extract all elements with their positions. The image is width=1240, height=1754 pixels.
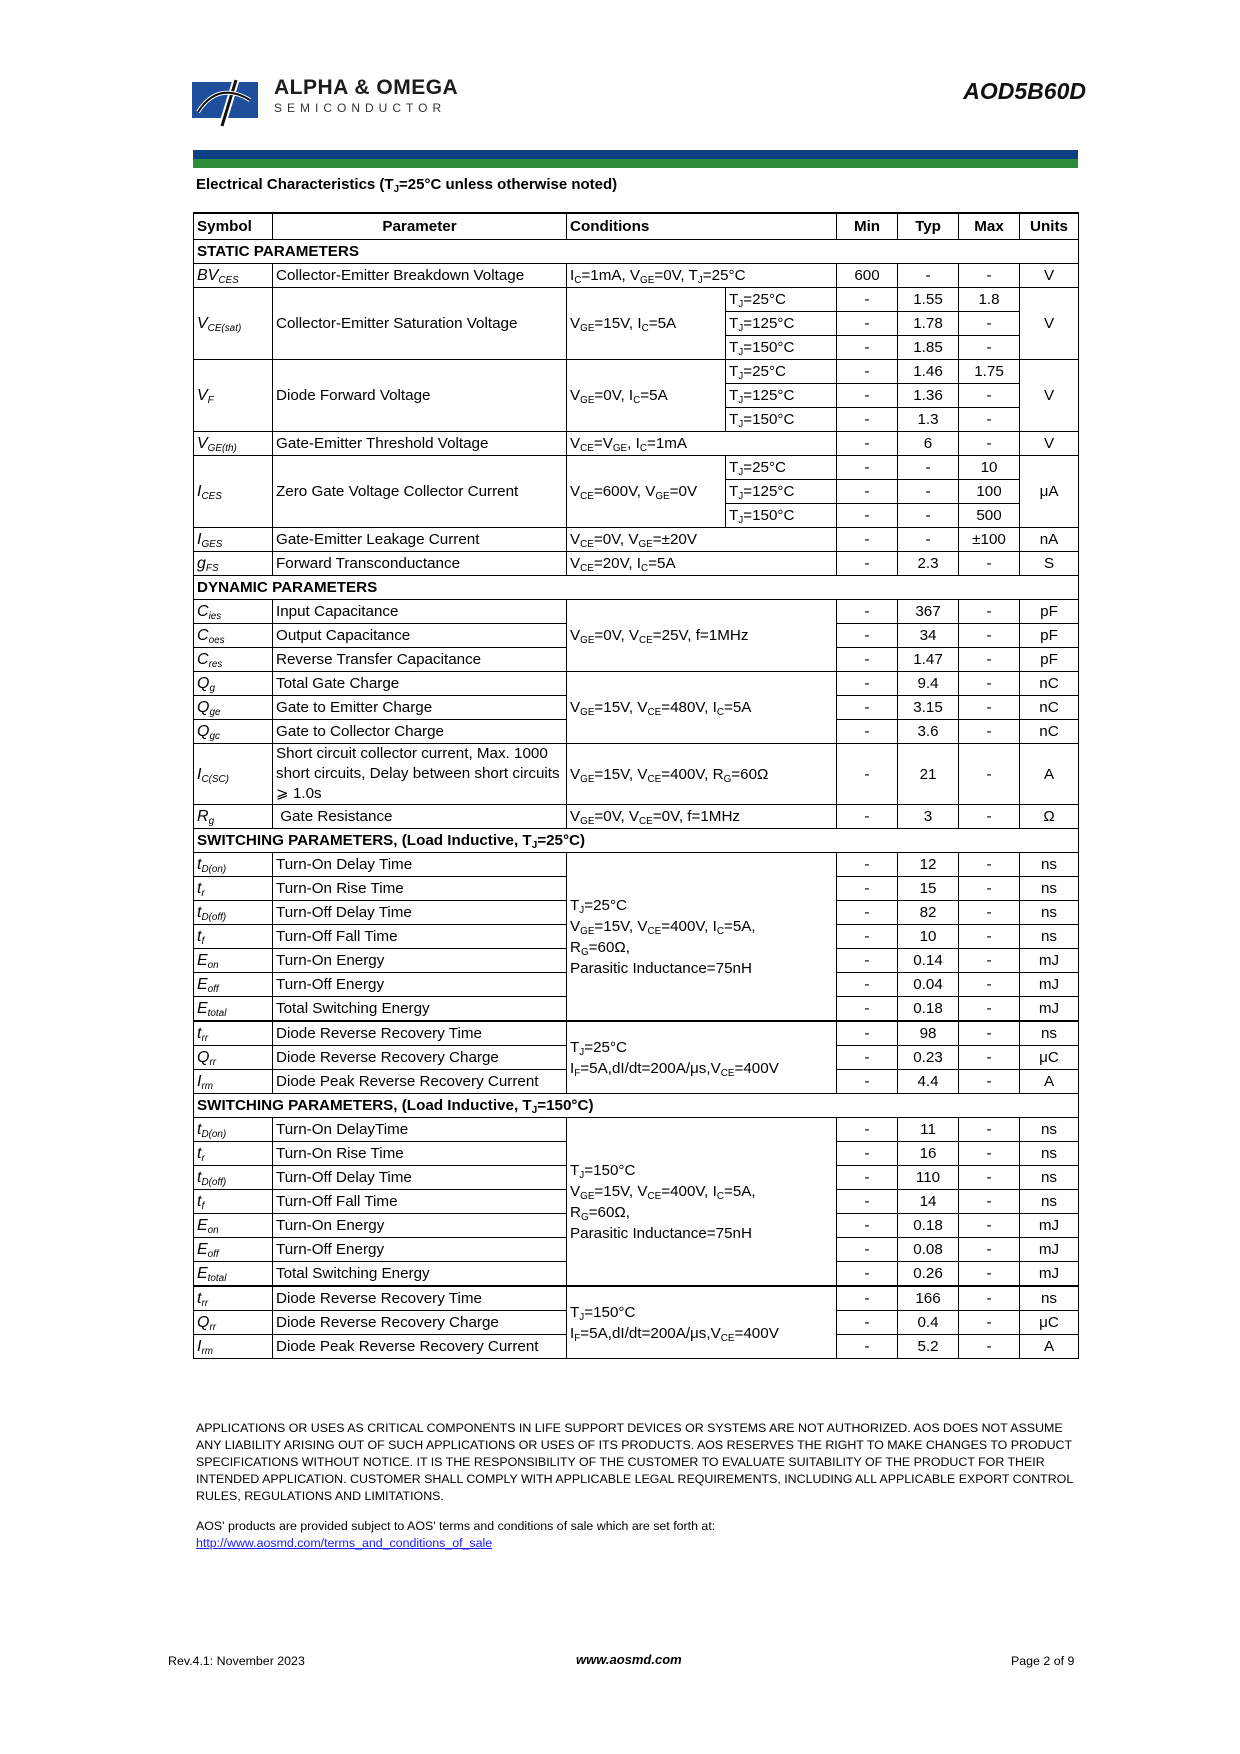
min-cell: - xyxy=(837,480,898,504)
condition-cell: $V_{GE}=0V$, $V_{CE}=0V$, f=1MHz xyxy=(567,805,837,829)
typ-cell: 2.3 xyxy=(898,552,959,576)
units-cell: ns xyxy=(1020,853,1079,877)
parameter-cell: Turn-Off Fall Time xyxy=(273,1190,567,1214)
units-cell: ns xyxy=(1020,1021,1079,1046)
max-cell: - xyxy=(959,552,1020,576)
units-cell: ns xyxy=(1020,1286,1079,1311)
typ-cell: 1.36 xyxy=(898,384,959,408)
max-cell: - xyxy=(959,1118,1020,1142)
typ-cell: 10 xyxy=(898,925,959,949)
max-cell: - xyxy=(959,408,1020,432)
typ-cell: 110 xyxy=(898,1166,959,1190)
symbol-cell: $t_f$ xyxy=(194,925,273,949)
typ-cell: 1.3 xyxy=(898,408,959,432)
tj-cell: $T_J=150^\circ C$ xyxy=(726,408,837,432)
parameter-cell: Collector-Emitter Saturation Voltage xyxy=(273,288,567,360)
typ-cell: 4.4 xyxy=(898,1070,959,1094)
parameter-cell: Total Switching Energy xyxy=(273,1262,567,1287)
max-cell: - xyxy=(959,624,1020,648)
typ-cell: 0.14 xyxy=(898,949,959,973)
max-cell: - xyxy=(959,264,1020,288)
table-row xyxy=(194,600,1079,624)
max-cell: 100 xyxy=(959,480,1020,504)
max-cell: 10 xyxy=(959,456,1020,480)
units-cell: mJ xyxy=(1020,997,1079,1022)
symbol-cell: $t_{D(on)}$ xyxy=(194,1118,273,1142)
typ-cell: 1.47 xyxy=(898,648,959,672)
min-cell: - xyxy=(837,504,898,528)
symbol-cell: $t_{D(off)}$ xyxy=(194,1166,273,1190)
parameter-cell: Turn-On Energy xyxy=(273,949,567,973)
max-cell: 500 xyxy=(959,504,1020,528)
parameter-cell: Short circuit collector current, Max. 1000 short circuits, Delay between short circuits ⩾ 1.0s xyxy=(273,744,567,805)
tj-cell: $T_J=150^\circ C$ xyxy=(726,504,837,528)
min-cell: - xyxy=(837,1262,898,1287)
max-cell: - xyxy=(959,696,1020,720)
condition-cell: $T_J=25^\circ C$ $I_F=5A,dI/dt=200A/\mu s,V_{CE}=400V$ xyxy=(567,1021,837,1094)
typ-cell: 1.85 xyxy=(898,336,959,360)
col-units: Units xyxy=(1020,213,1079,240)
units-cell: ns xyxy=(1020,925,1079,949)
typ-cell: 15 xyxy=(898,877,959,901)
table-row xyxy=(194,552,1079,576)
typ-cell: 6 xyxy=(898,432,959,456)
units-cell: pF xyxy=(1020,600,1079,624)
symbol-cell: $I_{rm}$ xyxy=(194,1070,273,1094)
symbol-cell: $E_{on}$ xyxy=(194,1214,273,1238)
section-switching-25c: SWITCHING PARAMETERS, (Load Inductive, $T_J=25^\circ C$) xyxy=(194,829,1079,853)
min-cell: - xyxy=(837,600,898,624)
table-row xyxy=(194,360,1079,384)
units-cell: ns xyxy=(1020,1166,1079,1190)
max-cell: - xyxy=(959,648,1020,672)
units-cell: ns xyxy=(1020,901,1079,925)
max-cell: - xyxy=(959,997,1020,1022)
condition-cell: $V_{GE}=15V$, $I_C=5A$ xyxy=(567,288,726,360)
parameter-cell: Gate-Emitter Leakage Current xyxy=(273,528,567,552)
symbol-cell: $I_{CES}$ xyxy=(194,456,273,528)
typ-cell: 3 xyxy=(898,805,959,829)
symbol-cell: $t_r$ xyxy=(194,877,273,901)
col-max: Max xyxy=(959,213,1020,240)
min-cell: - xyxy=(837,901,898,925)
table-row xyxy=(194,672,1079,696)
parameter-cell: Zero Gate Voltage Collector Current xyxy=(273,456,567,528)
footer-page: Page 2 of 9 xyxy=(1011,1654,1075,1668)
symbol-cell: $I_{rm}$ xyxy=(194,1335,273,1359)
table-row xyxy=(194,264,1079,288)
units-cell: mJ xyxy=(1020,1262,1079,1287)
symbol-cell: $V_{GE(th)}$ xyxy=(194,432,273,456)
typ-cell: 5.2 xyxy=(898,1335,959,1359)
units-cell: mJ xyxy=(1020,1238,1079,1262)
units-cell: μC xyxy=(1020,1311,1079,1335)
symbol-cell: $E_{total}$ xyxy=(194,1262,273,1287)
min-cell: - xyxy=(837,805,898,829)
typ-cell: 82 xyxy=(898,901,959,925)
tj-cell: $T_J=25^\circ C$ xyxy=(726,456,837,480)
symbol-cell: $R_g$ xyxy=(194,805,273,829)
switching-150c-rows xyxy=(194,1118,1079,1359)
symbol-cell: $C_{ies}$ xyxy=(194,600,273,624)
symbol-cell: $I_{GES}$ xyxy=(194,528,273,552)
units-cell: nA xyxy=(1020,528,1079,552)
tj-cell: $T_J=150^\circ C$ xyxy=(726,336,837,360)
symbol-cell: $t_r$ xyxy=(194,1142,273,1166)
symbol-cell: $V_F$ xyxy=(194,360,273,432)
units-cell: nC xyxy=(1020,696,1079,720)
parameter-cell: Diode Peak Reverse Recovery Current xyxy=(273,1335,567,1359)
parameter-cell: Gate-Emitter Threshold Voltage xyxy=(273,432,567,456)
typ-cell: 16 xyxy=(898,1142,959,1166)
min-cell: - xyxy=(837,1046,898,1070)
typ-cell: 21 xyxy=(898,744,959,805)
company-logo xyxy=(192,76,472,132)
typ-cell: 98 xyxy=(898,1021,959,1046)
table-title: Electrical Characteristics ($T_J=25^\circ C$ unless otherwise noted) xyxy=(196,176,618,195)
parameter-cell: Diode Peak Reverse Recovery Current xyxy=(273,1070,567,1094)
part-number: AOD5B60D xyxy=(963,78,1086,104)
max-cell: - xyxy=(959,925,1020,949)
condition-cell: $V_{GE}=0V$, $I_C=5A$ xyxy=(567,360,726,432)
min-cell: - xyxy=(837,360,898,384)
max-cell: - xyxy=(959,805,1020,829)
min-cell: - xyxy=(837,1311,898,1335)
typ-cell: 9.4 xyxy=(898,672,959,696)
max-cell: - xyxy=(959,1335,1020,1359)
electrical-characteristics-table xyxy=(193,212,1079,1359)
symbol-cell: $t_{rr}$ xyxy=(194,1021,273,1046)
parameter-cell: Turn-On Rise Time xyxy=(273,877,567,901)
table-row xyxy=(194,1021,1079,1046)
tj-cell: $T_J=25^\circ C$ xyxy=(726,288,837,312)
typ-cell: 0.18 xyxy=(898,997,959,1022)
parameter-cell: Input Capacitance xyxy=(273,600,567,624)
units-cell: ns xyxy=(1020,1190,1079,1214)
footer-revision: Rev.4.1: November 2023 xyxy=(168,1654,305,1668)
min-cell: - xyxy=(837,336,898,360)
units-cell: μA xyxy=(1020,456,1079,528)
max-cell: - xyxy=(959,949,1020,973)
max-cell: - xyxy=(959,877,1020,901)
typ-cell: 367 xyxy=(898,600,959,624)
condition-cell: $T_J=150^\circ C$ $V_{GE}=15V$, $V_{CE}=400V$, $I_C=5A$, $R_G=60\Omega$, Parasitic Inductance=75nH xyxy=(567,1118,837,1287)
parameter-cell: Total Gate Charge xyxy=(273,672,567,696)
min-cell: - xyxy=(837,672,898,696)
symbol-cell: $g_{FS}$ xyxy=(194,552,273,576)
parameter-cell: Total Switching Energy xyxy=(273,997,567,1022)
units-cell: mJ xyxy=(1020,1214,1079,1238)
symbol-cell: $C_{oes}$ xyxy=(194,624,273,648)
symbol-cell: $E_{off}$ xyxy=(194,973,273,997)
tj-cell: $T_J=125^\circ C$ xyxy=(726,312,837,336)
symbol-cell: $t_f$ xyxy=(194,1190,273,1214)
table-row xyxy=(194,853,1079,877)
condition-cell: $V_{GE}=0V$, $V_{CE}=25V$, f=1MHz xyxy=(567,600,837,672)
typ-cell: 0.04 xyxy=(898,973,959,997)
typ-cell: - xyxy=(898,504,959,528)
symbol-cell: $t_{rr}$ xyxy=(194,1286,273,1311)
typ-cell: 3.6 xyxy=(898,720,959,744)
parameter-cell: Output Capacitance xyxy=(273,624,567,648)
min-cell: - xyxy=(837,384,898,408)
section-dynamic: DYNAMIC PARAMETERS xyxy=(194,576,1079,600)
units-cell: mJ xyxy=(1020,949,1079,973)
typ-cell: 11 xyxy=(898,1118,959,1142)
max-cell: - xyxy=(959,973,1020,997)
parameter-cell: Gate to Collector Charge xyxy=(273,720,567,744)
max-cell: - xyxy=(959,1070,1020,1094)
symbol-cell: $E_{on}$ xyxy=(194,949,273,973)
col-min: Min xyxy=(837,213,898,240)
min-cell: - xyxy=(837,877,898,901)
condition-cell: $V_{GE}=15V$, $V_{CE}=400V$, $R_G=60\Omega$ xyxy=(567,744,837,805)
units-cell: V xyxy=(1020,360,1079,432)
max-cell: - xyxy=(959,744,1020,805)
max-cell: - xyxy=(959,312,1020,336)
units-cell: ns xyxy=(1020,877,1079,901)
parameter-cell: Diode Reverse Recovery Charge xyxy=(273,1311,567,1335)
max-cell: - xyxy=(959,1238,1020,1262)
min-cell: - xyxy=(837,997,898,1022)
min-cell: - xyxy=(837,312,898,336)
min-cell: - xyxy=(837,949,898,973)
symbol-cell: $t_{D(on)}$ xyxy=(194,853,273,877)
typ-cell: 0.4 xyxy=(898,1311,959,1335)
table-row xyxy=(194,805,1079,829)
units-cell: Ω xyxy=(1020,805,1079,829)
terms-text: AOS' products are provided subject to AOS' terms and conditions of sale which are set forth at: xyxy=(196,1519,716,1533)
col-symbol: Symbol xyxy=(194,213,273,240)
parameter-cell: Forward Transconductance xyxy=(273,552,567,576)
symbol-cell: $Q_{rr}$ xyxy=(194,1311,273,1335)
alpha-omega-logo-icon xyxy=(192,78,262,128)
typ-cell: 0.23 xyxy=(898,1046,959,1070)
typ-cell: 166 xyxy=(898,1286,959,1311)
min-cell: 600 xyxy=(837,264,898,288)
max-cell: - xyxy=(959,1190,1020,1214)
table-row xyxy=(194,1286,1079,1311)
parameter-cell: Turn-Off Delay Time xyxy=(273,901,567,925)
symbol-cell: $E_{total}$ xyxy=(194,997,273,1022)
min-cell: - xyxy=(837,648,898,672)
min-cell: - xyxy=(837,408,898,432)
units-cell: V xyxy=(1020,432,1079,456)
parameter-cell: Turn-On Delay Time xyxy=(273,853,567,877)
symbol-cell: $I_{C(SC)}$ xyxy=(194,744,273,805)
min-cell: - xyxy=(837,1142,898,1166)
max-cell: - xyxy=(959,672,1020,696)
header-band-blue xyxy=(193,150,1078,159)
typ-cell: - xyxy=(898,456,959,480)
section-static: STATIC PARAMETERS xyxy=(194,240,1079,264)
parameter-cell: Turn-On Rise Time xyxy=(273,1142,567,1166)
min-cell: - xyxy=(837,925,898,949)
min-cell: - xyxy=(837,1118,898,1142)
symbol-cell: $Q_{rr}$ xyxy=(194,1046,273,1070)
section-switching-150c: SWITCHING PARAMETERS, (Load Inductive, $T_J=150^\circ C$) xyxy=(194,1094,1079,1118)
symbol-cell: $V_{CE(sat)}$ xyxy=(194,288,273,360)
typ-cell: - xyxy=(898,264,959,288)
min-cell: - xyxy=(837,973,898,997)
max-cell: - xyxy=(959,1046,1020,1070)
condition-cell: $T_J=25^\circ C$ $V_{GE}=15V$, $V_{CE}=400V$, $I_C=5A$, $R_G=60\Omega$, Parasitic Inductance=75nH xyxy=(567,853,837,1022)
units-cell: nC xyxy=(1020,672,1079,696)
symbol-cell: $Q_{ge}$ xyxy=(194,696,273,720)
symbol-cell: $E_{off}$ xyxy=(194,1238,273,1262)
typ-cell: 1.55 xyxy=(898,288,959,312)
parameter-cell: Turn-Off Delay Time xyxy=(273,1166,567,1190)
typ-cell: 0.08 xyxy=(898,1238,959,1262)
tj-cell: $T_J=125^\circ C$ xyxy=(726,480,837,504)
max-cell: - xyxy=(959,1311,1020,1335)
condition-cell: $V_{GE}=15V$, $V_{CE}=480V$, $I_C=5A$ xyxy=(567,672,837,744)
disclaimer-text: APPLICATIONS OR USES AS CRITICAL COMPONENTS IN LIFE SUPPORT DEVICES OR SYSTEMS ARE NOT AUTHORIZED. AOS DOES NOT ASSUME ANY LIABILITY ARISING OUT OF SUCH APPLICATIONS OR USES OF ITS PRODUCTS. AOS RESERVES THE RIGHT TO MAKE CHANGES TO PRODUCT SPECIFICATIONS WITHOUT NOTICE. IT IS THE RESPONSIBILITY OF THE CUSTOMER TO EVALUATE SUITABILITY OF THE PRODUCT FOR THEIR INTENDED APPLICATION. CUSTOMER SHALL COMPLY WITH APPLICABLE LEGAL REQUIREMENTS, INCLUDING ALL APPLICABLE EXPORT CONTROL RULES, REGULATIONS AND LIMITATIONS. xyxy=(196,1421,1073,1503)
parameter-cell: Diode Reverse Recovery Time xyxy=(273,1286,567,1311)
min-cell: - xyxy=(837,1286,898,1311)
symbol-cell: $Q_{gc}$ xyxy=(194,720,273,744)
typ-cell: 1.46 xyxy=(898,360,959,384)
min-cell: - xyxy=(837,853,898,877)
parameter-cell: Turn-Off Energy xyxy=(273,1238,567,1262)
typ-cell: 14 xyxy=(898,1190,959,1214)
parameter-cell: Turn-Off Fall Time xyxy=(273,925,567,949)
max-cell: - xyxy=(959,432,1020,456)
parameter-cell: Turn-Off Energy xyxy=(273,973,567,997)
min-cell: - xyxy=(837,624,898,648)
symbol-cell: $Q_g$ xyxy=(194,672,273,696)
max-cell: 1.75 xyxy=(959,360,1020,384)
units-cell: μC xyxy=(1020,1046,1079,1070)
units-cell: A xyxy=(1020,1335,1079,1359)
min-cell: - xyxy=(837,528,898,552)
parameter-cell: Diode Forward Voltage xyxy=(273,360,567,432)
condition-cell: $I_C=1mA$, $V_{GE}=0V$, $T_J=25^\circ C$ xyxy=(567,264,837,288)
max-cell: - xyxy=(959,1214,1020,1238)
min-cell: - xyxy=(837,288,898,312)
max-cell: - xyxy=(959,384,1020,408)
brand-name: ALPHA & OMEGA xyxy=(274,76,459,99)
parameter-cell: Gate Resistance xyxy=(273,805,567,829)
units-cell: pF xyxy=(1020,624,1079,648)
symbol-cell: $t_{D(off)}$ xyxy=(194,901,273,925)
col-parameter: Parameter xyxy=(273,213,567,240)
max-cell: - xyxy=(959,1166,1020,1190)
max-cell: - xyxy=(959,901,1020,925)
table-header-row xyxy=(194,213,1079,240)
switching-25c-rows xyxy=(194,853,1079,1094)
units-cell: ns xyxy=(1020,1118,1079,1142)
max-cell: - xyxy=(959,853,1020,877)
tj-cell: $T_J=125^\circ C$ xyxy=(726,384,837,408)
units-cell: S xyxy=(1020,552,1079,576)
min-cell: - xyxy=(837,744,898,805)
condition-cell: $V_{CE}=20V$, $I_C=5A$ xyxy=(567,552,837,576)
tj-cell: $T_J=25^\circ C$ xyxy=(726,360,837,384)
min-cell: - xyxy=(837,696,898,720)
table-row xyxy=(194,456,1079,480)
parameter-cell: Collector-Emitter Breakdown Voltage xyxy=(273,264,567,288)
parameter-cell: Diode Reverse Recovery Charge xyxy=(273,1046,567,1070)
typ-cell: 1.78 xyxy=(898,312,959,336)
symbol-cell: $C_{res}$ xyxy=(194,648,273,672)
min-cell: - xyxy=(837,1214,898,1238)
terms-block xyxy=(196,1518,1081,1552)
max-cell: 1.8 xyxy=(959,288,1020,312)
max-cell: - xyxy=(959,1021,1020,1046)
typ-cell: 12 xyxy=(898,853,959,877)
parameter-cell: Reverse Transfer Capacitance xyxy=(273,648,567,672)
min-cell: - xyxy=(837,432,898,456)
table-row xyxy=(194,288,1079,312)
units-cell: ns xyxy=(1020,1142,1079,1166)
typ-cell: 0.18 xyxy=(898,1214,959,1238)
typ-cell: 34 xyxy=(898,624,959,648)
typ-cell: 0.26 xyxy=(898,1262,959,1287)
max-cell: - xyxy=(959,720,1020,744)
condition-cell: $T_J=150^\circ C$ $I_F=5A,dI/dt=200A/\mu s,V_{CE}=400V$ xyxy=(567,1286,837,1359)
col-conditions: Conditions xyxy=(567,213,837,240)
typ-cell: - xyxy=(898,480,959,504)
symbol-cell: $BV_{CES}$ xyxy=(194,264,273,288)
brand-subtitle: SEMICONDUCTOR xyxy=(274,101,447,115)
max-cell: - xyxy=(959,336,1020,360)
condition-cell: $V_{CE}=V_{GE}$, $I_C=1mA$ xyxy=(567,432,837,456)
parameter-cell: Turn-On DelayTime xyxy=(273,1118,567,1142)
parameter-cell: Gate to Emitter Charge xyxy=(273,696,567,720)
units-cell: pF xyxy=(1020,648,1079,672)
units-cell: A xyxy=(1020,1070,1079,1094)
condition-cell: $V_{CE}=600V$, $V_{GE}=0V$ xyxy=(567,456,726,528)
units-cell: nC xyxy=(1020,720,1079,744)
table-row xyxy=(194,432,1079,456)
min-cell: - xyxy=(837,1238,898,1262)
table-row xyxy=(194,1118,1079,1142)
max-cell: - xyxy=(959,1262,1020,1287)
max-cell: - xyxy=(959,600,1020,624)
units-cell: V xyxy=(1020,288,1079,360)
min-cell: - xyxy=(837,1335,898,1359)
header-band-green xyxy=(193,159,1078,168)
min-cell: - xyxy=(837,1166,898,1190)
parameter-cell: Diode Reverse Recovery Time xyxy=(273,1021,567,1046)
table-row xyxy=(194,528,1079,552)
footer-website: www.aosmd.com xyxy=(576,1652,682,1667)
condition-cell: $V_{CE}=0V$, $V_{GE}=\pm 20V$ xyxy=(567,528,837,552)
units-cell: A xyxy=(1020,744,1079,805)
terms-link[interactable]: http://www.aosmd.com/terms_and_conditions_of_sale xyxy=(196,1536,493,1550)
units-cell: V xyxy=(1020,264,1079,288)
max-cell: - xyxy=(959,1286,1020,1311)
min-cell: - xyxy=(837,1021,898,1046)
typ-cell: 3.15 xyxy=(898,696,959,720)
table-row xyxy=(194,744,1079,805)
col-typ: Typ xyxy=(898,213,959,240)
units-cell: mJ xyxy=(1020,973,1079,997)
min-cell: - xyxy=(837,456,898,480)
max-cell: ±100 xyxy=(959,528,1020,552)
parameter-cell: Turn-On Energy xyxy=(273,1214,567,1238)
min-cell: - xyxy=(837,552,898,576)
min-cell: - xyxy=(837,720,898,744)
min-cell: - xyxy=(837,1070,898,1094)
typ-cell: - xyxy=(898,528,959,552)
min-cell: - xyxy=(837,1190,898,1214)
max-cell: - xyxy=(959,1142,1020,1166)
